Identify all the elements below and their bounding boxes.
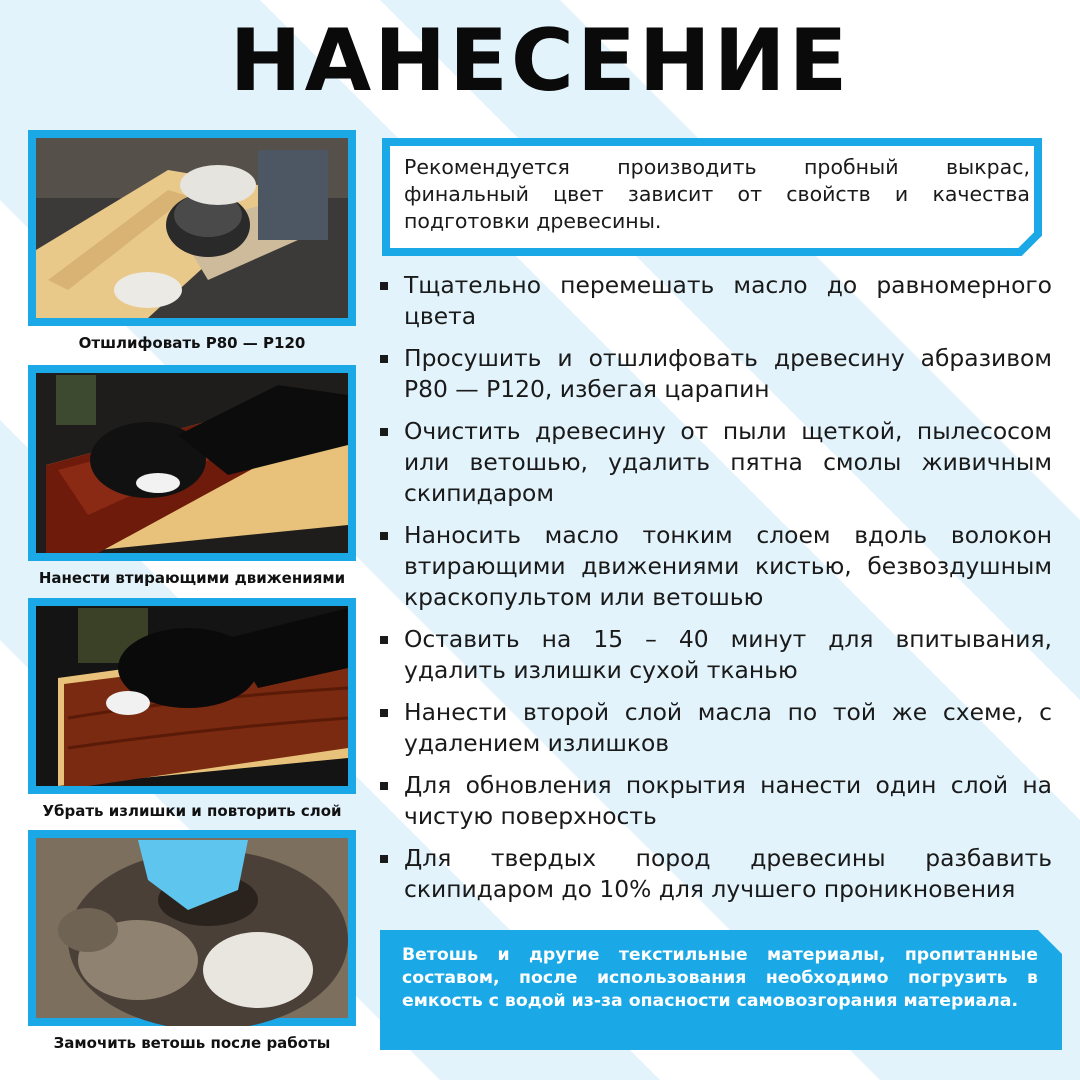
list-item: Очистить древесину от пыли щеткой, пылесосом или ветошью, удалить пятна смолы живичным скипидаром [378,416,1052,509]
list-item: Просушить и отшлифовать древесину абразивом Р80 — Р120, избегая царапин [378,343,1052,405]
list-item: Наносить масло тонким слоем вдоль волокон втирающими движениями кистью, безвоздушным краскопультом или ветошью [378,520,1052,613]
list-item: Для обновления покрытия нанести один слой на чистую поверхность [378,770,1052,832]
wiping-excess-photo [28,598,356,794]
applying-oil-photo [28,365,356,561]
intro-box [378,136,1054,256]
list-item: Тщательно перемешать масло до равномерного цвета [378,270,1052,332]
photo-card-applying [28,365,356,587]
intro-text: Рекомендуется производить пробный выкрас, финальный цвет зависит от свойств и качества подготовки древесины. [404,155,1030,233]
photo-card-sanding [28,130,356,352]
photo-caption: Убрать излишки и повторить слой [42,802,342,820]
steps-list [378,270,1052,916]
photo-card-wiping [28,598,356,820]
warning-text: Ветошь и другие текстильные материалы, пропитанные составом, после использования необходимо погрузить в емкость с водой из-за опасности самовозгорания материала. [402,945,1038,1011]
list-item: Оставить на 15 – 40 минут для впитывания, удалить излишки сухой тканью [378,624,1052,686]
bullet-icon [380,782,388,790]
list-item: Нанести второй слой масла по той же схеме, с удалением излишков [378,697,1052,759]
sanding-photo [28,130,356,326]
bullet-icon [380,532,388,540]
photo-caption: Замочить ветошь после работы [53,1034,331,1052]
bullet-icon [380,282,388,290]
bullet-icon [380,709,388,717]
list-item: Для твердых пород древесины разбавить скипидаром до 10% для лучшего проникновения [378,843,1052,905]
photo-caption: Нанести втирающими движениями [38,569,346,587]
bullet-icon [380,855,388,863]
photo-caption: Отшлифовать Р80 — Р120 [78,334,306,352]
bullet-icon [380,428,388,436]
warning-box [380,930,1062,1050]
page-title: НАНЕСЕНИЕ [229,11,851,111]
bullet-icon [380,636,388,644]
photo-card-soaking [28,830,356,1052]
soaking-rags-photo [28,830,356,1026]
bullet-icon [380,355,388,363]
